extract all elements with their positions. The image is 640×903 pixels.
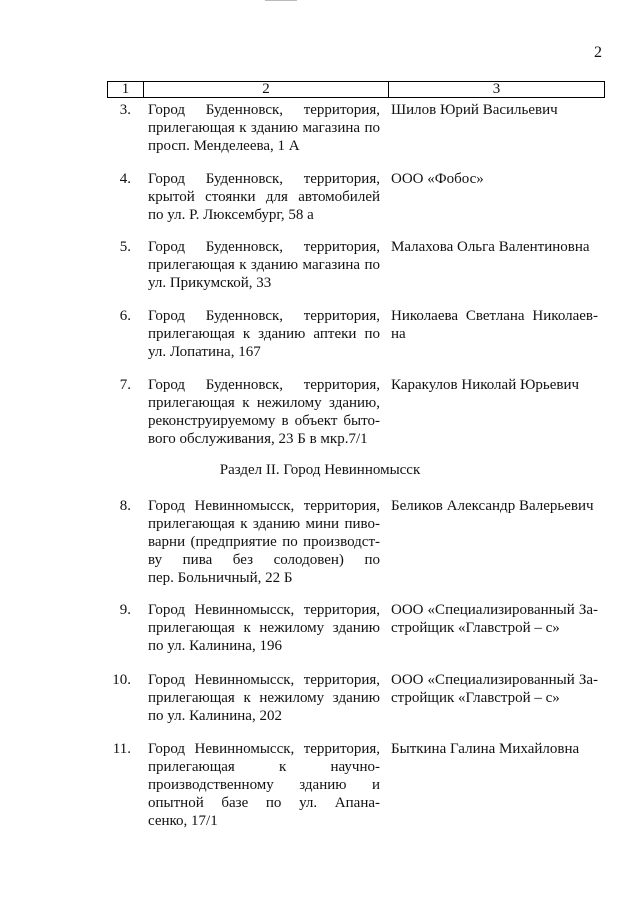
row-number: 10. — [112, 672, 131, 688]
row-party: ООО «Специализированный За- стройщик «Главстрой – с» — [391, 672, 598, 706]
section-title: Раздел II. Город Невинномысск — [219, 462, 421, 478]
header-col-3: 3 — [492, 81, 501, 97]
row-party: Малахова Ольга Валентиновна — [391, 239, 590, 255]
header-col-2: 2 — [144, 82, 389, 97]
row-location: Город Невинномысск, территория, прилегающая к нежилому зданию по ул. Калинина, 196 — [148, 602, 380, 654]
header-col-1: 1 — [108, 82, 144, 97]
row-party: Быткина Галина Михайловна — [391, 741, 580, 757]
row-location: Город Буденновск, территория, прилегающая к зданию аптеки по ул. Лопатина, 167 — [148, 308, 380, 360]
row-location: Город Буденновск, территория, прилегающая к зданию магазина по ул. Прикумской, 33 — [148, 239, 380, 291]
row-location: Город Буденновск, территория, прилегающая к нежилому зданию, реконструируемому в объект быто- вого обслуживания, 23 Б в мкр.7/1 — [148, 377, 380, 447]
row-location: Город Невинномысск, территория, прилегающая к научно- производственному зданию и опытной базе по ул. Апана- сенко, 17/1 — [148, 741, 380, 829]
row-location: Город Невинномысск, территория, прилегающая к нежилому зданию по ул. Калинина, 202 — [148, 672, 380, 724]
row-location: Город Буденновск, территория, крытой стоянки для автомобилей по ул. Р. Люксембург, 58 а — [148, 171, 380, 223]
row-party: ООО «Специализированный За- стройщик «Главстрой – с» — [391, 602, 598, 636]
row-party: Шилов Юрий Васильевич — [391, 102, 558, 118]
table-header — [107, 81, 605, 98]
row-number: 5. — [119, 239, 131, 255]
row-party: Каракулов Николай Юрьевич — [391, 377, 580, 393]
row-number: 4. — [119, 171, 131, 187]
row-number: 3. — [119, 102, 131, 118]
page-number: 2 — [594, 44, 602, 61]
row-party: Беликов Александр Валерьевич — [391, 498, 594, 514]
row-party: ООО «Фобос» — [391, 171, 484, 187]
row-number: 9. — [119, 602, 131, 618]
row-location: Город Буденновск, территория, прилегающая к зданию магазина по просп. Менделеева, 1 А — [148, 102, 380, 154]
top-scan-mark — [265, 0, 297, 1]
row-number: 11. — [112, 741, 131, 757]
row-party: Николаева Светлана Николаев- на — [391, 308, 598, 342]
row-location: Город Невинномысск, территория, прилегающая к зданию мини пиво- варни (предприятие по производст- ву пива без солодовен) по пер. Больничный, 22 Б — [148, 498, 380, 586]
row-number: 8. — [119, 498, 131, 514]
row-number: 6. — [119, 308, 131, 324]
row-number: 7. — [119, 377, 131, 393]
